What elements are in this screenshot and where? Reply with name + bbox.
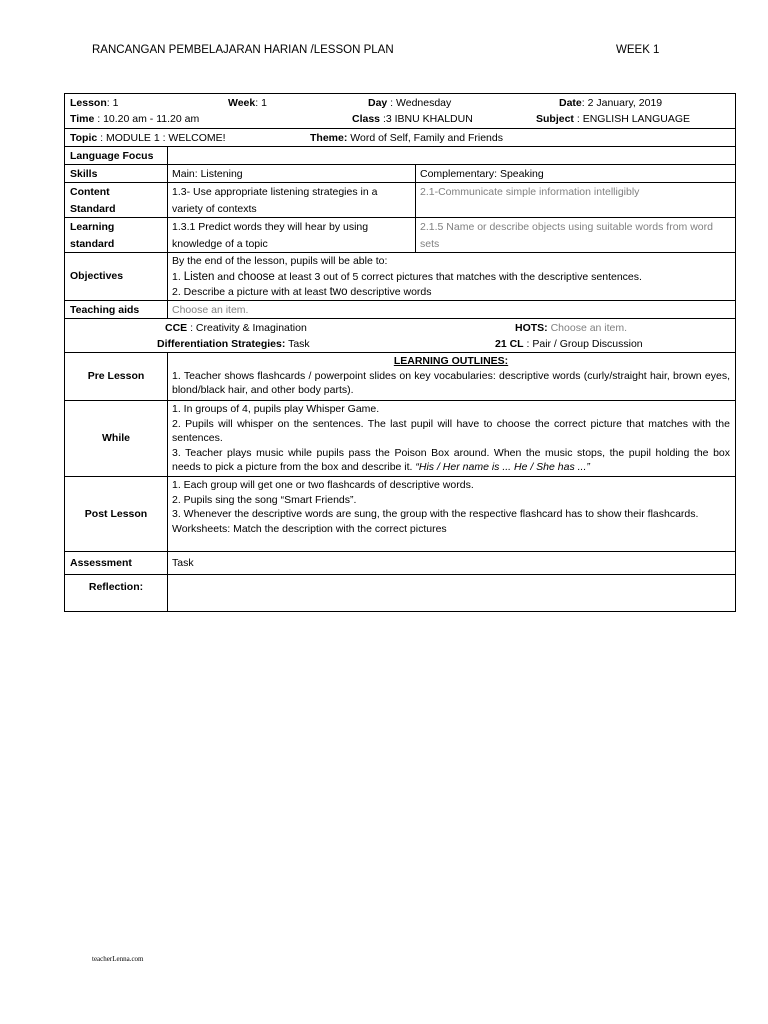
- page-title: RANCANGAN PEMBELAJARAN HARIAN /LESSON PLAN: [92, 44, 394, 56]
- objectives-label: Objectives: [70, 270, 124, 282]
- topic-row: [65, 128, 735, 146]
- teaching-aids-label: Teaching aids: [70, 304, 140, 316]
- pre-lesson-content: LEARNING OUTLINES: 1. Teacher shows flashcards / powerpoint slides on key vocabularies: descriptive words (curly/straight hair, brown eyes, blond/black hair, and other body parts).: [172, 355, 730, 397]
- hots-dropdown[interactable]: Choose an item.: [547, 322, 628, 334]
- content-standard-complementary: 2.1-Communicate simple information intelligibly: [420, 186, 640, 198]
- class-cell: Class :3 IBNU KHALDUN: [352, 113, 473, 125]
- language-focus-value: [167, 147, 735, 164]
- learning-standard-label: Learning standard: [70, 221, 115, 250]
- differentiation-cell: Differentiation Strategies: Task: [157, 338, 310, 350]
- reflection-value[interactable]: [167, 575, 735, 611]
- objectives-row: [65, 252, 735, 300]
- theme-cell: Theme: Word of Self, Family and Friends: [310, 132, 503, 144]
- lesson-cell: Lesson: 1: [70, 97, 119, 109]
- language-focus-label: Language Focus: [70, 150, 154, 162]
- skills-complementary: Complementary: Speaking: [420, 168, 544, 180]
- time-cell: Time : 10.20 am - 11.20 am: [70, 113, 200, 125]
- learning-outlines-heading: LEARNING OUTLINES:: [393, 355, 509, 367]
- learning-standard-complementary: 2.1.5 Name or describe objects using suitable words from word sets: [420, 221, 713, 250]
- date-cell: Date: 2 January, 2019: [559, 97, 663, 109]
- post-lesson-content: 1. Each group will get one or two flashcards of descriptive words. 2. Pupils sing the song “Smart Friends”. 3. Whenever the descriptive words are sung, the group with the respective flashcard has to show their flashcards. Worksheets: Match the description with the correct pictures: [172, 479, 699, 535]
- content-standard-row: [65, 182, 735, 217]
- cce-block: [65, 318, 735, 352]
- pre-lesson-label: Pre Lesson: [87, 370, 145, 382]
- week-label: WEEK 1: [616, 44, 660, 56]
- subject-cell: Subject : ENGLISH LANGUAGE: [536, 113, 691, 125]
- pre-lesson-row: [65, 352, 735, 400]
- teaching-aids-dropdown[interactable]: Choose an item.: [172, 304, 249, 316]
- cl-cell: 21 CL : Pair / Group Discussion: [495, 338, 643, 350]
- learning-standard-row: [65, 217, 735, 252]
- info-block: [65, 94, 735, 128]
- content-standard-label: Content Standard: [70, 186, 116, 215]
- learning-standard-main: 1.3.1 Predict words they will hear by using knowledge of a topic: [172, 221, 369, 250]
- assessment-row: [65, 551, 735, 574]
- reflection-row: [65, 574, 735, 611]
- lesson-plan-table: [64, 93, 736, 612]
- day-cell: Day : Wednesday: [368, 97, 452, 109]
- skills-row: [65, 164, 735, 182]
- while-label: While: [102, 432, 130, 444]
- language-focus-row: [65, 146, 735, 164]
- teaching-aids-row: [65, 300, 735, 318]
- reflection-label: Reflection:: [88, 581, 144, 593]
- while-content: 1. In groups of 4, pupils play Whisper Game. 2. Pupils will whisper on the sentences. The last pupil will have to choose the correct picture that matches with the sentences. 3. Teacher plays music while pupils pass the Poison Box around. When the music stops, the pupil holding the box needs to pick a picture from the box and describe it. “His / Her name is ... He / She has ...”: [172, 403, 730, 474]
- content-standard-main: 1.3- Use appropriate listening strategies in a variety of contexts: [172, 186, 378, 215]
- footer-watermark: teacherLenna.com: [92, 955, 144, 963]
- while-row: [65, 400, 735, 476]
- skills-label: Skills: [70, 168, 98, 180]
- cce-cell: CCE : Creativity & Imagination: [165, 322, 307, 334]
- hots-cell: HOTS: Choose an item.: [515, 322, 628, 334]
- assessment-value: Task: [172, 557, 194, 569]
- objectives-value: By the end of the lesson, pupils will be able to: 1. Listen and choose at least 3 out of 5 correct pictures that matches with the descriptive sentences. 2. Describe a picture with at least two descriptive words: [172, 255, 642, 298]
- skills-main: Main: Listening: [172, 168, 243, 180]
- topic-cell: Topic : MODULE 1 : WELCOME!: [70, 132, 226, 144]
- post-lesson-row: [65, 476, 735, 551]
- post-lesson-label: Post Lesson: [84, 507, 148, 520]
- assessment-label: Assessment: [70, 556, 132, 569]
- week-cell: Week: 1: [228, 97, 267, 109]
